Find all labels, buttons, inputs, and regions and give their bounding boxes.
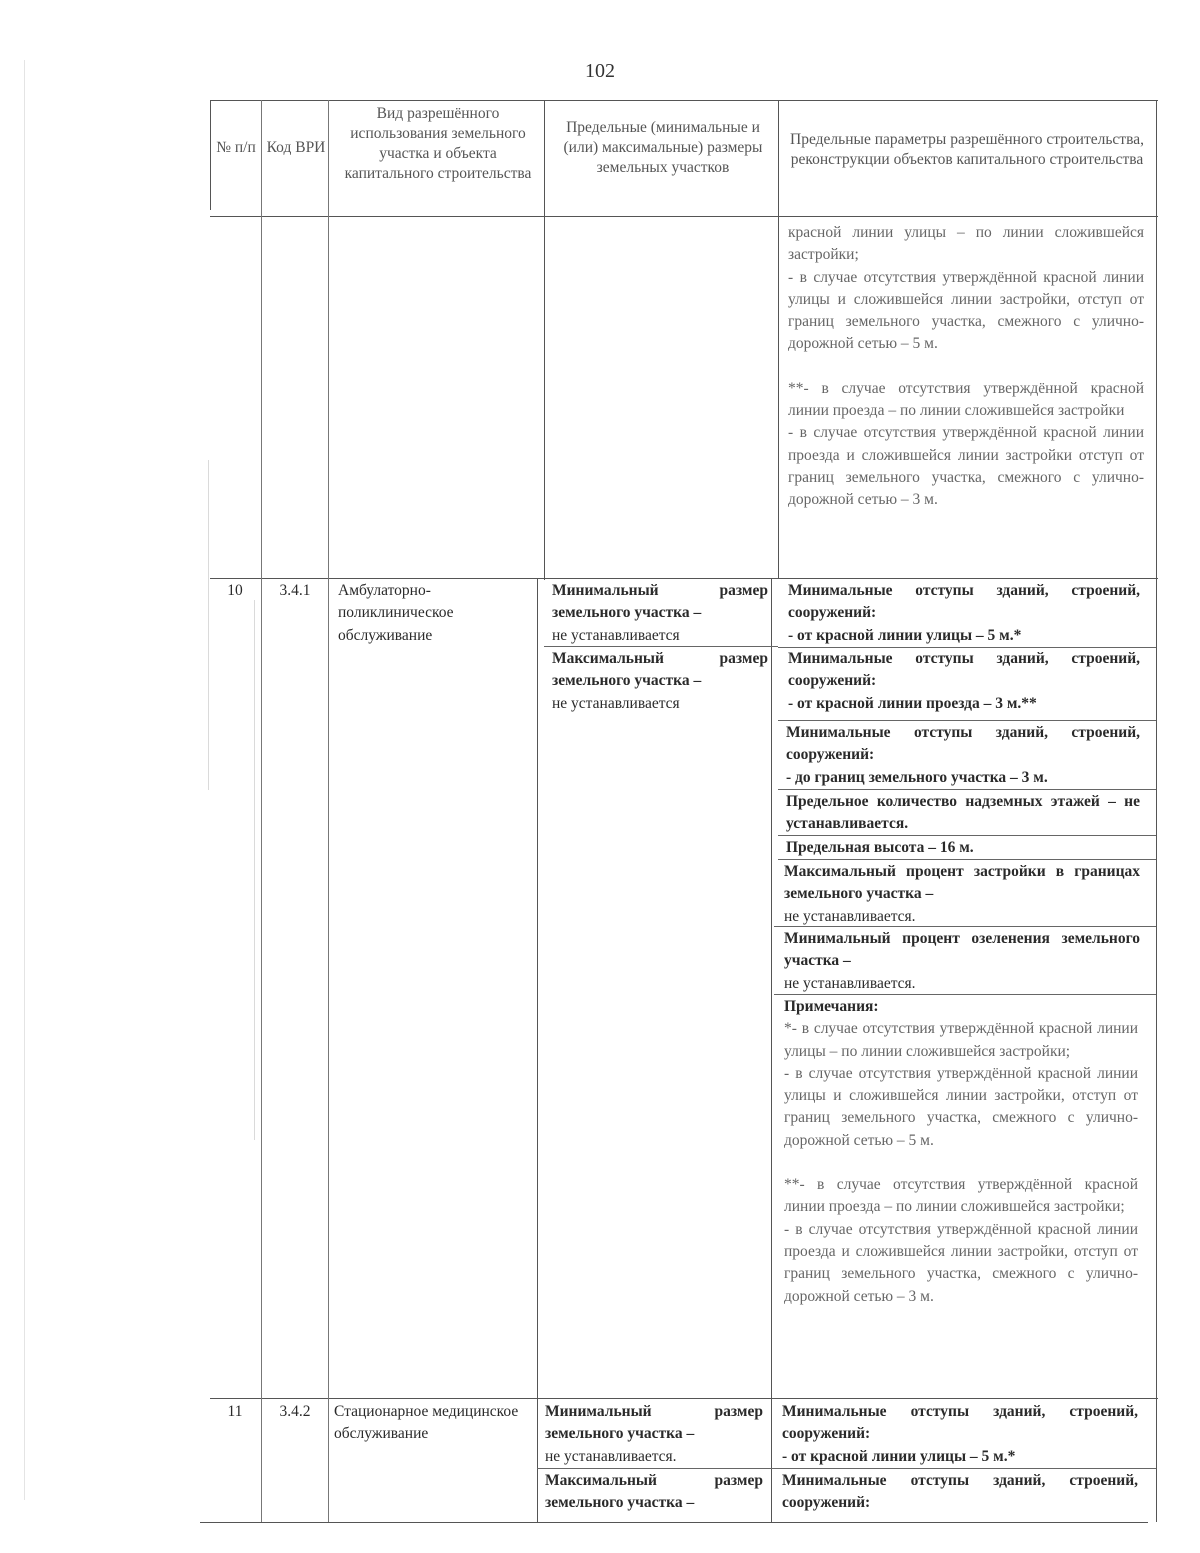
row11-num: 11: [227, 1403, 243, 1420]
param-divider: [778, 720, 1156, 721]
row10-code: 3.4.1: [279, 582, 311, 599]
page-number: 102: [585, 60, 615, 82]
row11-param-2: [782, 1470, 1138, 1515]
continuation-line: - в случае отсутствия утверждённой красной линии проезда и сложившейся линии застройки отступ от границ земельного участка, смежного с улично-дорожной сетью – 3 м.: [788, 424, 1144, 509]
row10-param-6: [784, 861, 1140, 928]
continuation-line: красной линии улицы – по линии сложившейся застройки;: [788, 224, 1144, 264]
row10-param-6-title: Максимальный процент застройки в границах земельного участка –: [784, 863, 1140, 903]
col-line: [544, 100, 545, 580]
row11-param-1-title: Минимальные отступы зданий, строений, сооружений:: [782, 1403, 1138, 1443]
row10-param-4: Предельное количество надземных этажей – не устанавливается.: [786, 793, 1140, 833]
row10-notes-title: Примечания:: [784, 998, 879, 1015]
param-divider: [778, 859, 1156, 860]
param-divider: [774, 926, 1156, 927]
header-bottom-border: [210, 216, 1158, 217]
row10-max-size: [552, 648, 768, 715]
row10-min-size-value: не устанавливается: [552, 626, 680, 644]
header-plot-size: Предельные (минимальные и (или) максимальные) размеры земельных участков: [563, 119, 763, 176]
col-line: [210, 100, 211, 210]
row11-size-divider: [537, 1468, 771, 1469]
row10-notes: [784, 996, 1138, 1308]
header-params: Предельные параметры разрешённого строительства, реконструкции объектов капитального строительства: [790, 131, 1144, 168]
row10-note: **- в случае отсутствия утверждённой красной линии проезда – по линии сложившейся застройки;: [784, 1176, 1138, 1216]
header-code: Код ВРИ: [266, 139, 326, 156]
row10-param-5: Предельная высота – 16 м.: [786, 839, 974, 856]
row11-code: 3.4.2: [279, 1403, 311, 1420]
scan-edge-line: [24, 60, 25, 1500]
param-divider: [778, 789, 1156, 790]
row10-param-7: [784, 928, 1140, 995]
row-divider: [210, 578, 1158, 579]
col-line: [261, 100, 262, 1522]
row10-param-2: [788, 648, 1140, 715]
row10-note: - в случае отсутствия утверждённой красной линии проезда и сложившейся линии застройки, отступ от границ земельного участка, смежного с улично-дорожной сетью – 3 м.: [784, 1220, 1138, 1305]
row10-param-2-value: - от красной линии проезда – 3 м.**: [788, 694, 1037, 712]
row10-max-size-value: не устанавливается: [552, 694, 680, 712]
row11-param-1-value: - от красной линии улицы – 5 м.*: [782, 1447, 1016, 1465]
col-line: [328, 100, 329, 1522]
row10-min-size-title: Минимальный размер земельного участка –: [552, 582, 768, 622]
col-line: [771, 578, 772, 1522]
row11-min-size: [545, 1401, 763, 1468]
table-bottom-border: [200, 1522, 1148, 1523]
row11-param-1: [782, 1401, 1138, 1468]
row-divider: [210, 1398, 1158, 1399]
param-divider: [771, 1468, 1156, 1469]
row10-param-1: [788, 580, 1140, 647]
row10-param-6-value: не устанавливается.: [784, 907, 916, 925]
row10-use-type: Амбулаторно-поликлиническое обслуживание: [338, 582, 454, 644]
row11-max-size: [545, 1470, 763, 1515]
col-line: [778, 100, 779, 578]
row10-note: *- в случае отсутствия утверждённой красной линии улицы – по линии сложившейся застройки;: [784, 1020, 1138, 1060]
row10-note: - в случае отсутствия утверждённой красной линии улицы и сложившейся линии застройки, отступ от границ земельного участка, смежного с улично-дорожной сетью – 5 м.: [784, 1064, 1138, 1149]
param-divider: [778, 835, 1156, 836]
header-use-type: Вид разрешённого использования земельного участка и объекта капитального строительства: [344, 105, 532, 182]
row10-num: 10: [227, 582, 243, 599]
row10-param-3-title: Минимальные отступы зданий, строений, сооружений:: [786, 724, 1140, 764]
row10-size-divider: [544, 646, 778, 647]
scan-artifact-line: [208, 460, 209, 790]
continuation-line: **- в случае отсутствия утверждённой красной линии проезда – по линии сложившейся застройки: [788, 379, 1144, 420]
row11-use-type: Стационарное медицинское обслуживание: [334, 1403, 519, 1443]
table-top-border: [210, 100, 1158, 101]
row10-param-7-title: Минимальный процент озеленения земельного участка –: [784, 930, 1140, 970]
row10-param-2-title: Минимальные отступы зданий, строений, сооружений:: [788, 650, 1140, 690]
continuation-block: [788, 222, 1144, 512]
row10-min-size: [552, 580, 768, 647]
param-divider: [774, 994, 1156, 995]
header-num: № п/п: [216, 139, 256, 156]
row10-param-1-title: Минимальные отступы зданий, строений, сооружений:: [788, 582, 1140, 622]
row11-param-2-title: Минимальные отступы зданий, строений, сооружений:: [782, 1472, 1138, 1512]
row11-max-size-title: Максимальный размер земельного участка –: [545, 1472, 763, 1512]
col-line: [1156, 100, 1157, 1522]
scan-artifact-line: [254, 600, 255, 1140]
row10-param-7-value: не устанавливается.: [784, 974, 916, 992]
row10-max-size-title: Максимальный размер земельного участка –: [552, 650, 768, 690]
row11-min-size-value: не устанавливается.: [545, 1447, 677, 1465]
col-line: [537, 578, 538, 1522]
row10-param-1-value: - от красной линии улицы – 5 м.*: [788, 626, 1022, 644]
row11-min-size-title: Минимальный размер земельного участка –: [545, 1403, 763, 1443]
continuation-line: - в случае отсутствия утверждённой красной линии улицы и сложившейся линии застройки, отступ от границ земельного участка, смежного с улично-дорожной сетью – 5 м.: [788, 268, 1144, 353]
row10-param-3: [786, 722, 1140, 789]
row10-param-3-value: - до границ земельного участка – 3 м.: [786, 768, 1048, 786]
